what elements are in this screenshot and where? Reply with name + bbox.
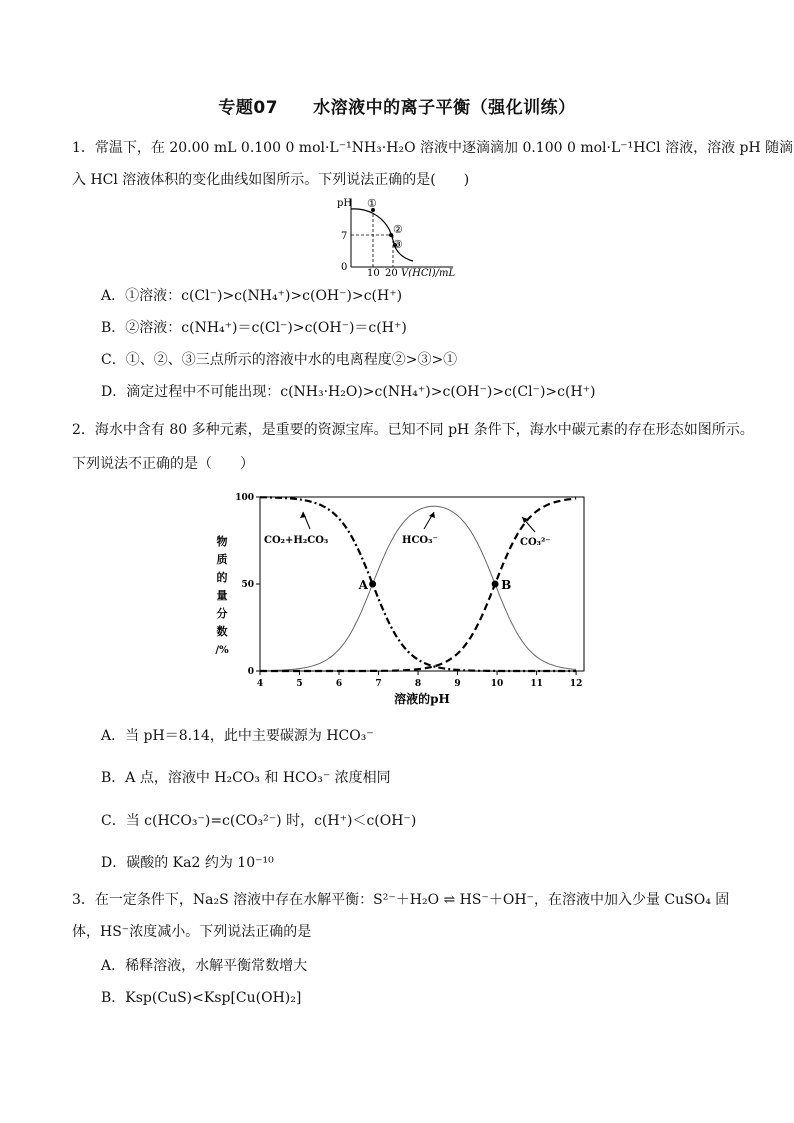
chart-ylabel-char: 物	[216, 535, 228, 548]
q1-stem-line2: 入 HCl 溶液体积的变化曲线如图所示。下列说法正确的是( )	[72, 172, 470, 188]
q1-xlabel: V(HCl)/mL	[401, 268, 456, 277]
q1-point-1-label: ①	[367, 197, 377, 210]
point-b	[492, 581, 499, 588]
q1-ylabel: pH	[337, 198, 353, 209]
q2-option-c: C．当 c(HCO₃⁻)=c(CO₃²⁻) 时，c(H⁺)＜c(OH⁻)	[101, 813, 417, 829]
x-tick-label: 6	[335, 679, 343, 689]
chart-ylabel-char: 量	[216, 589, 228, 602]
q1-titration-figure	[325, 195, 485, 277]
chart-ylabel-char: /%	[215, 645, 229, 656]
q1-point-2-label: ②	[393, 223, 403, 236]
arrowhead-h2co3	[300, 512, 306, 518]
q1-option-c: C．①、②、③三点所示的溶液中水的电离程度②>③>①	[101, 352, 458, 368]
q3-stem-line2: 体，HS⁻浓度减小。下列说法正确的是	[72, 924, 312, 940]
x-tick-label: 5	[296, 679, 303, 689]
y-tick-label: 0	[247, 667, 254, 677]
x-tick-label: 10	[490, 679, 504, 689]
chart-xlabel: 溶液的pH	[394, 692, 450, 706]
q2-option-a: A．当 pH＝8.14，此中主要碳源为 HCO₃⁻	[101, 728, 374, 744]
series-label-hco3: HCO₃⁻	[402, 535, 438, 546]
q1-stem-line1: 1．常温下，在 20.00 mL 0.100 0 mol·L⁻¹NH₃·H₂O 溶液中逐滴滴加 0.100 0 mol·L⁻¹HCl 溶液，溶液 pH 随滴	[72, 140, 794, 156]
series-label-co3: CO₃²⁻	[520, 537, 551, 548]
plot-frame	[260, 497, 584, 671]
q1-option-b: B．②溶液：c(NH₄⁺)＝c(Cl⁻)>c(OH⁻)＝c(H⁺)	[101, 320, 407, 336]
q1-option-d: D．滴定过程中不可能出现：c(NH₃·H₂O)>c(NH₄⁺)>c(OH⁻)>c(Cl⁻)>c(H⁺)	[101, 384, 596, 400]
q1-x-tick-10: 10	[367, 268, 380, 277]
y-tick-label: 100	[235, 493, 254, 503]
carbon-species-chart	[200, 485, 590, 710]
point-label-a: A	[358, 578, 368, 592]
q3-option-b: B．Ksp(CuS)<Ksp[Cu(OH)₂]	[101, 990, 302, 1006]
x-tick-label: 11	[530, 679, 543, 689]
q1-origin: 0	[341, 262, 348, 273]
chart-ylabel-char: 数	[216, 625, 228, 638]
x-tick-label: 7	[375, 679, 382, 689]
x-tick-label: 4	[256, 679, 264, 689]
q1-x-tick-20: 20	[385, 268, 398, 277]
chart-ylabel-char: 的	[216, 571, 228, 584]
series-label-h2co3: CO₂+H₂CO₃	[264, 535, 329, 546]
x-tick-label: 12	[569, 679, 583, 689]
q2-option-d: D．碳酸的 Ka2 约为 10⁻¹⁰	[101, 855, 274, 871]
q1-option-a: A．①溶液：c(Cl⁻)>c(NH₄⁺)>c(OH⁻)>c(H⁺)	[101, 288, 403, 304]
x-tick-label: 8	[414, 679, 422, 689]
q3-option-a: A．稀释溶液，水解平衡常数增大	[101, 958, 308, 974]
q2-stem-line1: 2．海水中含有 80 多种元素，是重要的资源宝库。已知不同 pH 条件下，海水中碳元素的存在形态如图所示。	[72, 422, 754, 438]
series-line-hco3	[260, 506, 576, 671]
x-tick-label: 9	[454, 679, 461, 689]
y-tick-label: 50	[241, 580, 254, 590]
chart-ylabel-char: 分	[216, 607, 228, 620]
q2-option-b: B．A 点，溶液中 H₂CO₃ 和 HCO₃⁻ 浓度相同	[101, 770, 391, 786]
q2-stem-line2: 下列说法不正确的是（ ）	[72, 456, 254, 472]
point-label-b: B	[501, 578, 512, 592]
q1-point-3-label: ③	[393, 238, 403, 251]
q3-stem-line1: 3．在一定条件下，Na₂S 溶液中存在水解平衡：S²⁻＋H₂O ⇌ HS⁻＋OH⁻，在溶液中加入少量 CuSO₄ 固	[72, 892, 730, 908]
point-a	[369, 581, 376, 588]
arrowhead-hco3	[429, 512, 435, 518]
page-title: 专题07 水溶液中的离子平衡（强化训练）	[218, 98, 576, 118]
q1-y-tick-7: 7	[341, 231, 348, 242]
chart-ylabel-char: 质	[216, 553, 228, 566]
